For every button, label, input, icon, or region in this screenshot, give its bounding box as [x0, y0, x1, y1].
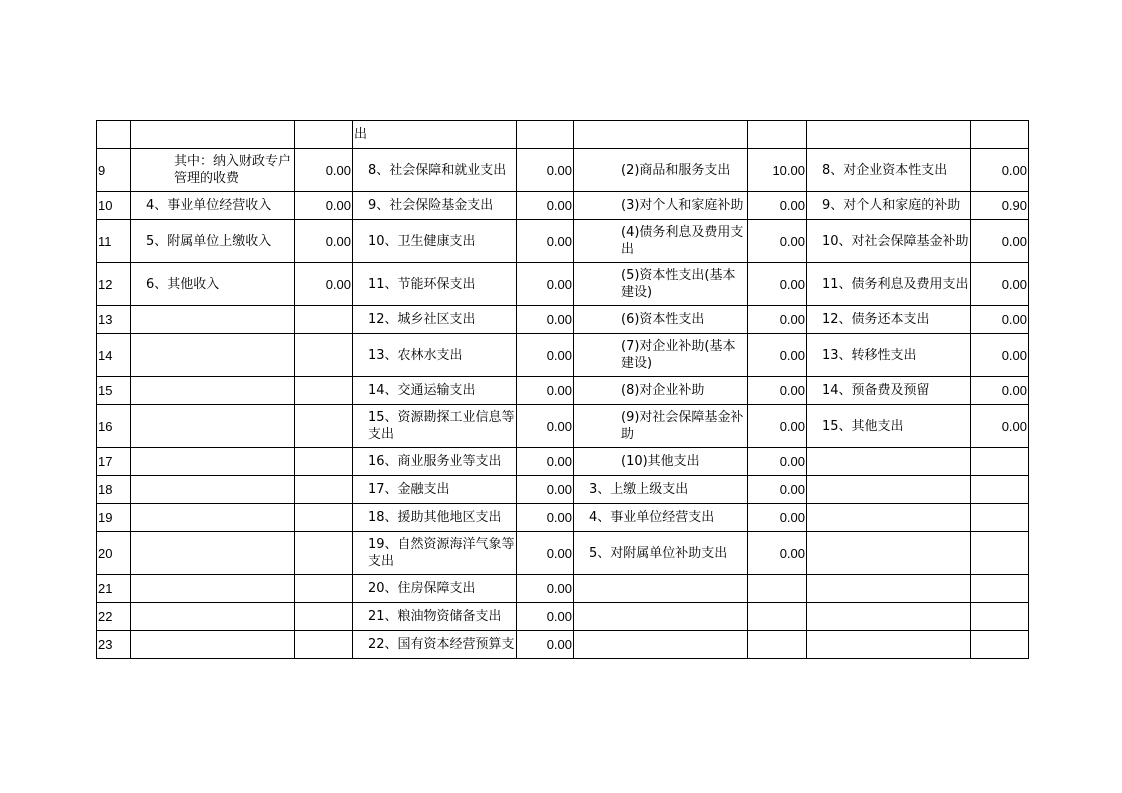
income-item-amount: [295, 631, 353, 659]
income-item-label: [131, 476, 295, 504]
income-item-label: [131, 575, 295, 603]
functional-expense-label: [353, 121, 517, 149]
government-expense-label-text: 14、预备费及预留: [822, 383, 930, 398]
functional-expense-label: [353, 263, 517, 306]
government-expense-amount: [971, 603, 1029, 631]
table-row: [97, 448, 1029, 476]
government-expense-label: [807, 220, 971, 263]
department-expense-label: [574, 631, 748, 659]
government-expense-amount: [971, 575, 1029, 603]
income-item-amount: [295, 405, 353, 448]
government-expense-label: [807, 504, 971, 532]
income-item-label: [131, 220, 295, 263]
department-expense-label: [574, 121, 748, 149]
table-row: [97, 334, 1029, 377]
row-number: 16: [97, 405, 131, 448]
department-expense-label: [574, 149, 748, 192]
department-expense-amount: 0.00: [748, 220, 807, 263]
government-expense-amount: 0.00: [971, 377, 1029, 405]
government-expense-label: [807, 603, 971, 631]
income-item-amount: [295, 377, 353, 405]
functional-expense-amount: [517, 121, 574, 149]
government-expense-label: [807, 149, 971, 192]
functional-expense-label: [353, 532, 517, 575]
income-item-amount: 0.00: [295, 192, 353, 220]
department-expense-amount: 0.00: [748, 377, 807, 405]
income-item-label: [131, 306, 295, 334]
row-number: 12: [97, 263, 131, 306]
department-expense-label: [574, 448, 748, 476]
government-expense-amount: [971, 448, 1029, 476]
income-item-amount: [295, 306, 353, 334]
department-expense-label-text: 4、事业单位经营支出: [589, 510, 715, 525]
department-expense-amount: 0.00: [748, 405, 807, 448]
functional-expense-label: [353, 575, 517, 603]
income-item-amount: [295, 334, 353, 377]
functional-expense-label: [353, 405, 517, 448]
department-expense-label: [574, 476, 748, 504]
department-expense-label-text: (3)对个人和家庭补助: [621, 198, 744, 213]
functional-expense-amount: 0.00: [517, 149, 574, 192]
department-expense-label-text: (8)对企业补助: [621, 383, 705, 398]
department-expense-label: [574, 377, 748, 405]
department-expense-amount: 0.00: [748, 448, 807, 476]
functional-expense-amount: 0.00: [517, 192, 574, 220]
department-expense-label: [574, 192, 748, 220]
income-item-label: [131, 192, 295, 220]
government-expense-amount: 0.00: [971, 334, 1029, 377]
department-expense-label: [574, 603, 748, 631]
government-expense-label: [807, 306, 971, 334]
functional-expense-label: [353, 603, 517, 631]
table-row: [97, 575, 1029, 603]
government-expense-label: [807, 263, 971, 306]
income-item-amount: [295, 603, 353, 631]
row-number: 10: [97, 192, 131, 220]
government-expense-amount: 0.90: [971, 192, 1029, 220]
income-item-amount: [295, 532, 353, 575]
functional-expense-amount: 0.00: [517, 334, 574, 377]
income-item-label: [131, 263, 295, 306]
functional-expense-label-text: 12、城乡社区支出: [368, 312, 476, 327]
income-item-label: [131, 121, 295, 149]
income-item-label-text: 5、附属单位上缴收入: [146, 233, 272, 249]
government-expense-amount: [971, 121, 1029, 149]
income-item-label: [131, 377, 295, 405]
government-expense-label: [807, 334, 971, 377]
table-row: [97, 476, 1029, 504]
government-expense-label: [807, 631, 971, 659]
functional-expense-label-text: 17、金融支出: [368, 482, 450, 497]
row-number: 14: [97, 334, 131, 377]
government-expense-amount: [971, 476, 1029, 504]
government-expense-amount: [971, 532, 1029, 575]
department-expense-label-text: (6)资本性支出: [621, 312, 705, 327]
income-item-label-text: 其中：纳入财政专户管理的收费: [174, 154, 292, 186]
functional-expense-amount: 0.00: [517, 220, 574, 263]
department-expense-label-text: 5、对附属单位补助支出: [589, 545, 728, 561]
functional-expense-amount: 0.00: [517, 306, 574, 334]
income-item-amount: [295, 575, 353, 603]
row-number: 9: [97, 149, 131, 192]
income-item-label: [131, 448, 295, 476]
functional-expense-label: [353, 192, 517, 220]
government-expense-amount: [971, 631, 1029, 659]
income-item-label: [131, 334, 295, 377]
department-expense-amount: 0.00: [748, 306, 807, 334]
functional-expense-label: [353, 476, 517, 504]
income-item-amount: 0.00: [295, 149, 353, 192]
department-expense-label: [574, 263, 748, 306]
functional-expense-label: [353, 631, 517, 659]
row-number: 11: [97, 220, 131, 263]
department-expense-amount: 10.00: [748, 149, 807, 192]
government-expense-label-text: 12、债务还本支出: [822, 312, 930, 327]
income-item-label: [131, 631, 295, 659]
functional-expense-label-text: 15、资源勘探工业信息等支出: [368, 410, 515, 442]
government-expense-label: [807, 377, 971, 405]
department-expense-amount: 0.00: [748, 476, 807, 504]
government-expense-label-text: 10、对社会保障基金补助: [822, 233, 969, 249]
row-number: 15: [97, 377, 131, 405]
row-number: 18: [97, 476, 131, 504]
table-row: [97, 532, 1029, 575]
department-expense-label-text: (4)债务利息及费用支出: [621, 225, 744, 257]
functional-expense-label: [353, 377, 517, 405]
department-expense-label: [574, 334, 748, 377]
department-expense-label: [574, 532, 748, 575]
income-item-amount: 0.00: [295, 220, 353, 263]
department-expense-label-text: 3、上缴上级支出: [589, 482, 689, 497]
functional-expense-label-text: 9、社会保险基金支出: [368, 198, 494, 213]
row-number: 17: [97, 448, 131, 476]
government-expense-label-text: 11、债务利息及费用支出: [822, 276, 969, 292]
functional-expense-amount: 0.00: [517, 575, 574, 603]
income-item-label: [131, 405, 295, 448]
table-row: [97, 263, 1029, 306]
department-expense-label: [574, 504, 748, 532]
table-row: [97, 377, 1029, 405]
government-expense-amount: 0.00: [971, 220, 1029, 263]
functional-expense-amount: 0.00: [517, 377, 574, 405]
row-number: 22: [97, 603, 131, 631]
income-item-amount: [295, 121, 353, 149]
income-item-label-text: 4、事业单位经营收入: [146, 198, 272, 213]
functional-expense-amount: 0.00: [517, 631, 574, 659]
functional-expense-label-text: 19、自然资源海洋气象等支出: [368, 537, 515, 569]
row-number: 21: [97, 575, 131, 603]
government-expense-amount: [971, 504, 1029, 532]
department-expense-label-text: (5)资本性支出(基本建设): [621, 268, 736, 300]
income-item-amount: [295, 448, 353, 476]
functional-expense-label: [353, 149, 517, 192]
budget-table: [96, 120, 1029, 659]
table-row: [97, 149, 1029, 192]
government-expense-label: [807, 532, 971, 575]
table-row: [97, 504, 1029, 532]
department-expense-label: [574, 575, 748, 603]
row-number: [97, 121, 131, 149]
government-expense-label: [807, 448, 971, 476]
functional-expense-label: [353, 504, 517, 532]
functional-expense-label: [353, 334, 517, 377]
government-expense-amount: 0.00: [971, 306, 1029, 334]
income-item-label-text: 6、其他收入: [146, 276, 220, 292]
functional-expense-amount: 0.00: [517, 448, 574, 476]
department-expense-amount: [748, 603, 807, 631]
table-row: [97, 306, 1029, 334]
table-row: [97, 631, 1029, 659]
department-expense-label-text: (10)其他支出: [621, 454, 700, 469]
functional-expense-label-text: 16、商业服务业等支出: [368, 454, 502, 469]
income-item-label: [131, 149, 295, 192]
income-item-amount: 0.00: [295, 263, 353, 306]
row-number: 23: [97, 631, 131, 659]
department-expense-label: [574, 220, 748, 263]
table-row: [97, 121, 1029, 149]
functional-expense-amount: 0.00: [517, 476, 574, 504]
row-number: 19: [97, 504, 131, 532]
department-expense-amount: 0.00: [748, 334, 807, 377]
department-expense-label-text: (9)对社会保障基金补助: [621, 410, 744, 442]
department-expense-amount: [748, 631, 807, 659]
income-item-label: [131, 504, 295, 532]
income-item-amount: [295, 476, 353, 504]
government-expense-label-text: 15、其他支出: [822, 418, 904, 434]
government-expense-label: [807, 575, 971, 603]
income-item-label: [131, 532, 295, 575]
functional-expense-label: [353, 306, 517, 334]
government-expense-label-text: 9、对个人和家庭的补助: [822, 198, 961, 213]
table-row: [97, 220, 1029, 263]
department-expense-label: [574, 306, 748, 334]
department-expense-label-text: (7)对企业补助(基本建设): [621, 339, 736, 371]
functional-expense-label-text: 11、节能环保支出: [368, 276, 476, 292]
government-expense-label: [807, 192, 971, 220]
functional-expense-amount: 0.00: [517, 405, 574, 448]
department-expense-amount: [748, 575, 807, 603]
government-expense-amount: 0.00: [971, 149, 1029, 192]
row-number: 13: [97, 306, 131, 334]
row-number: 20: [97, 532, 131, 575]
department-expense-amount: [748, 121, 807, 149]
government-expense-label-text: 13、转移性支出: [822, 347, 917, 363]
government-expense-amount: 0.00: [971, 405, 1029, 448]
table-row: [97, 192, 1029, 220]
income-item-label: [131, 603, 295, 631]
table-row: [97, 405, 1029, 448]
department-expense-amount: 0.00: [748, 532, 807, 575]
government-expense-label: [807, 476, 971, 504]
functional-expense-label-text: 14、交通运输支出: [368, 383, 476, 398]
department-expense-amount: 0.00: [748, 504, 807, 532]
department-expense-amount: 0.00: [748, 192, 807, 220]
functional-expense-label-text: 21、粮油物资储备支出: [368, 609, 502, 624]
functional-expense-label-text: 10、卫生健康支出: [368, 233, 476, 249]
functional-expense-amount: 0.00: [517, 263, 574, 306]
government-expense-label-text: 8、对企业资本性支出: [822, 162, 948, 178]
department-expense-amount: 0.00: [748, 263, 807, 306]
table-row: [97, 603, 1029, 631]
government-expense-amount: 0.00: [971, 263, 1029, 306]
government-expense-label: [807, 405, 971, 448]
functional-expense-label-text: 22、国有资本经营预算支: [368, 637, 515, 652]
government-expense-label: [807, 121, 971, 149]
income-item-amount: [295, 504, 353, 532]
functional-expense-label-text: 8、社会保障和就业支出: [368, 162, 507, 178]
functional-expense-label: [353, 220, 517, 263]
department-expense-label-text: (2)商品和服务支出: [621, 162, 731, 178]
functional-expense-label-text: 出: [354, 127, 368, 142]
department-expense-label: [574, 405, 748, 448]
functional-expense-label-text: 18、援助其他地区支出: [368, 510, 502, 525]
functional-expense-amount: 0.00: [517, 532, 574, 575]
functional-expense-label-text: 20、住房保障支出: [368, 581, 476, 596]
functional-expense-amount: 0.00: [517, 504, 574, 532]
functional-expense-amount: 0.00: [517, 603, 574, 631]
functional-expense-label-text: 13、农林水支出: [368, 347, 463, 363]
functional-expense-label: [353, 448, 517, 476]
